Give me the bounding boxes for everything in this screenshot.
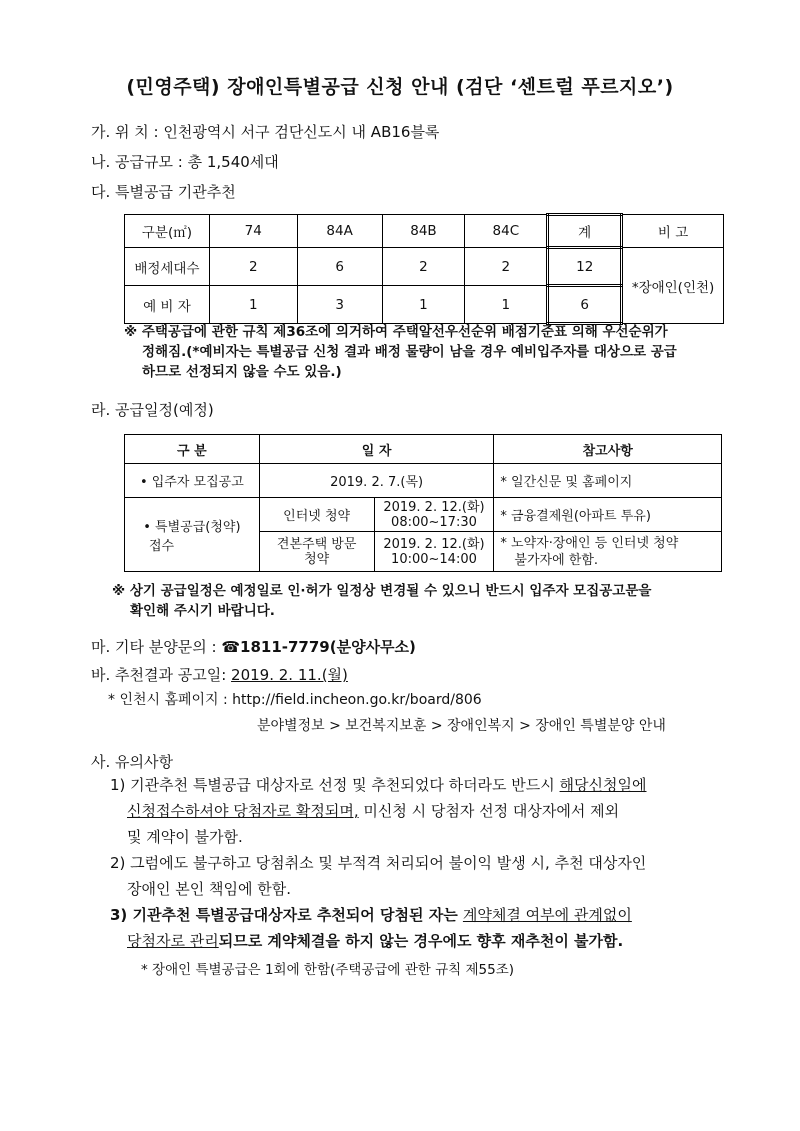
date-cell xyxy=(374,532,494,572)
caution-emphasis: 해당신청일에 xyxy=(559,776,647,794)
schedule-heading: 라. 공급일정(예정) xyxy=(91,401,214,419)
header-cell: 계 xyxy=(548,215,622,248)
ref-cell: * 일간신문 및 홈페이지 xyxy=(494,464,722,498)
header-cell: 일 자 xyxy=(259,435,494,464)
caution-item-2-cont: 장애인 본인 책임에 한함. xyxy=(127,880,291,898)
table-cell: 3 xyxy=(297,286,382,324)
homepage-line: * 인천시 홈페이지 : http://field.incheon.go.kr/board/806 xyxy=(108,692,482,708)
header-cell: 참고사항 xyxy=(494,435,722,464)
caution-text: 미신청 시 당첨자 선정 대상자에서 제외 xyxy=(358,802,620,820)
caution-text: 되므로 계약체결을 하지 않는 경우에도 향후 재추천이 불가함. xyxy=(218,932,624,950)
caution-item-3-cont xyxy=(127,928,623,954)
inquiry-label: 마. 기타 분양문의 : xyxy=(91,638,222,656)
caution-item-2: 2) 그럼에도 불구하고 당첨취소 및 부적격 처리되어 불이익 발생 시, 추천 대상자인 xyxy=(110,854,647,872)
table-cell: 2 xyxy=(465,248,548,286)
caution-item-3 xyxy=(110,902,632,928)
method-cell: 인터넷 청약 xyxy=(259,498,374,532)
time-line: 10:00~14:00 xyxy=(391,551,477,567)
caution-text: 1) 기관추천 특별공급 대상자로 선정 및 추천되었다 하더라도 반드시 xyxy=(110,776,560,794)
row-label xyxy=(125,498,260,572)
inquiry-phone: ☎1811-7779(분양사무소) xyxy=(221,638,416,656)
header-cell: 비 고 xyxy=(622,215,724,248)
caution-item-1-end: 및 계약이 불가함. xyxy=(127,828,243,846)
group-label-line: 접수 xyxy=(149,538,175,554)
caution-emphasis: 계약체결 여부에 관계없이 xyxy=(462,906,632,924)
allocation-note: ※ 주택공급에 관한 규칙 제36조에 의거하여 주택알선우선순위 배점기준표 의해 우선순위가 xyxy=(124,324,668,340)
schedule-note: 확인해 주시기 바랍니다. xyxy=(130,603,275,619)
table-cell: 2 xyxy=(382,248,465,286)
header-cell: 74 xyxy=(209,215,297,248)
location-line: 가. 위 치 : 인천광역시 서구 검단신도시 내 AB16블록 xyxy=(91,123,440,141)
caution-emphasis: 신청접수하셔야 당첨자로 확정되며, xyxy=(127,802,359,820)
group-label-line: • 특별공급(청약) xyxy=(143,519,241,535)
header-cell: 84C xyxy=(465,215,548,248)
date-cell: 2019. 2. 7.(목) xyxy=(259,464,494,498)
date-cell xyxy=(374,498,494,532)
table-cell: 1 xyxy=(465,286,548,324)
table-cell: 1 xyxy=(209,286,297,324)
total-cell: 12 xyxy=(548,248,622,286)
row-label: • 입주자 모집공고 xyxy=(125,464,260,498)
header-cell: 84A xyxy=(297,215,382,248)
homepage-path: 분야별정보 > 보건복지보훈 > 장애인복지 > 장애인 특별분양 안내 xyxy=(257,718,666,734)
ref-line: * 노약자·장애인 등 인터넷 청약 xyxy=(500,535,679,551)
announce-label: 바. 추천결과 공고일: xyxy=(91,666,232,684)
caution-item-1-cont xyxy=(127,798,619,824)
inquiry-line xyxy=(91,636,416,657)
row-label: 배정세대수 xyxy=(125,248,210,286)
allocation-note: 정해짐.(*예비자는 특별공급 신청 결과 배정 물량이 남을 경우 예비입주자를 대상으로 공급 xyxy=(142,344,677,360)
table-row xyxy=(125,248,724,286)
header-cell: 구분(㎡) xyxy=(125,215,210,248)
footnote: * 장애인 특별공급은 1회에 한함(주택공급에 관한 규칙 제55조) xyxy=(141,962,515,978)
caution-item-1 xyxy=(110,772,647,798)
method-cell xyxy=(259,532,374,572)
schedule-header-row xyxy=(125,435,722,464)
schedule-table xyxy=(124,434,722,572)
time-line: 08:00~17:30 xyxy=(391,514,477,530)
recommend-heading: 다. 특별공급 기관추천 xyxy=(91,183,236,201)
remark-cell: *장애인(인천) xyxy=(622,248,724,324)
schedule-note: ※ 상기 공급일정은 예정일로 인·허가 일정상 변경될 수 있으니 반드시 입주자 모집공고문을 xyxy=(112,583,652,599)
ref-cell: * 금융결제원(아파트 투유) xyxy=(494,498,722,532)
table-cell: 6 xyxy=(297,248,382,286)
caution-text: 3) 기관추천 특별공급대상자로 추천되어 당첨된 자는 xyxy=(110,906,463,924)
allocation-note: 하므로 선정되지 않을 수도 있음.) xyxy=(142,364,342,380)
total-cell: 6 xyxy=(548,286,622,324)
caution-emphasis: 당첨자로 관리 xyxy=(127,932,219,950)
ref-cell xyxy=(494,532,722,572)
header-cell: 구 분 xyxy=(125,435,260,464)
table-row xyxy=(125,464,722,498)
method-line: 견본주택 방문 xyxy=(276,536,357,552)
row-label: 예 비 자 xyxy=(125,286,210,324)
caution-heading: 사. 유의사항 xyxy=(91,753,173,771)
table-cell: 1 xyxy=(382,286,465,324)
ref-line: 불가자에 한함. xyxy=(514,552,599,568)
date-line: 2019. 2. 12.(화) xyxy=(383,536,485,552)
allocation-header-row xyxy=(125,215,724,248)
table-cell: 2 xyxy=(209,248,297,286)
announce-line xyxy=(91,664,348,685)
header-cell: 84B xyxy=(382,215,465,248)
table-row xyxy=(125,498,722,532)
allocation-table xyxy=(124,213,724,325)
scale-line: 나. 공급규모 : 총 1,540세대 xyxy=(91,153,279,171)
announce-date: 2019. 2. 11.(월) xyxy=(231,666,348,684)
page-title: (민영주택) 장애인특별공급 신청 안내 (검단 ‘센트럴 푸르지오’) xyxy=(126,76,674,98)
date-line: 2019. 2. 12.(화) xyxy=(383,499,485,515)
method-line: 청약 xyxy=(304,551,330,567)
